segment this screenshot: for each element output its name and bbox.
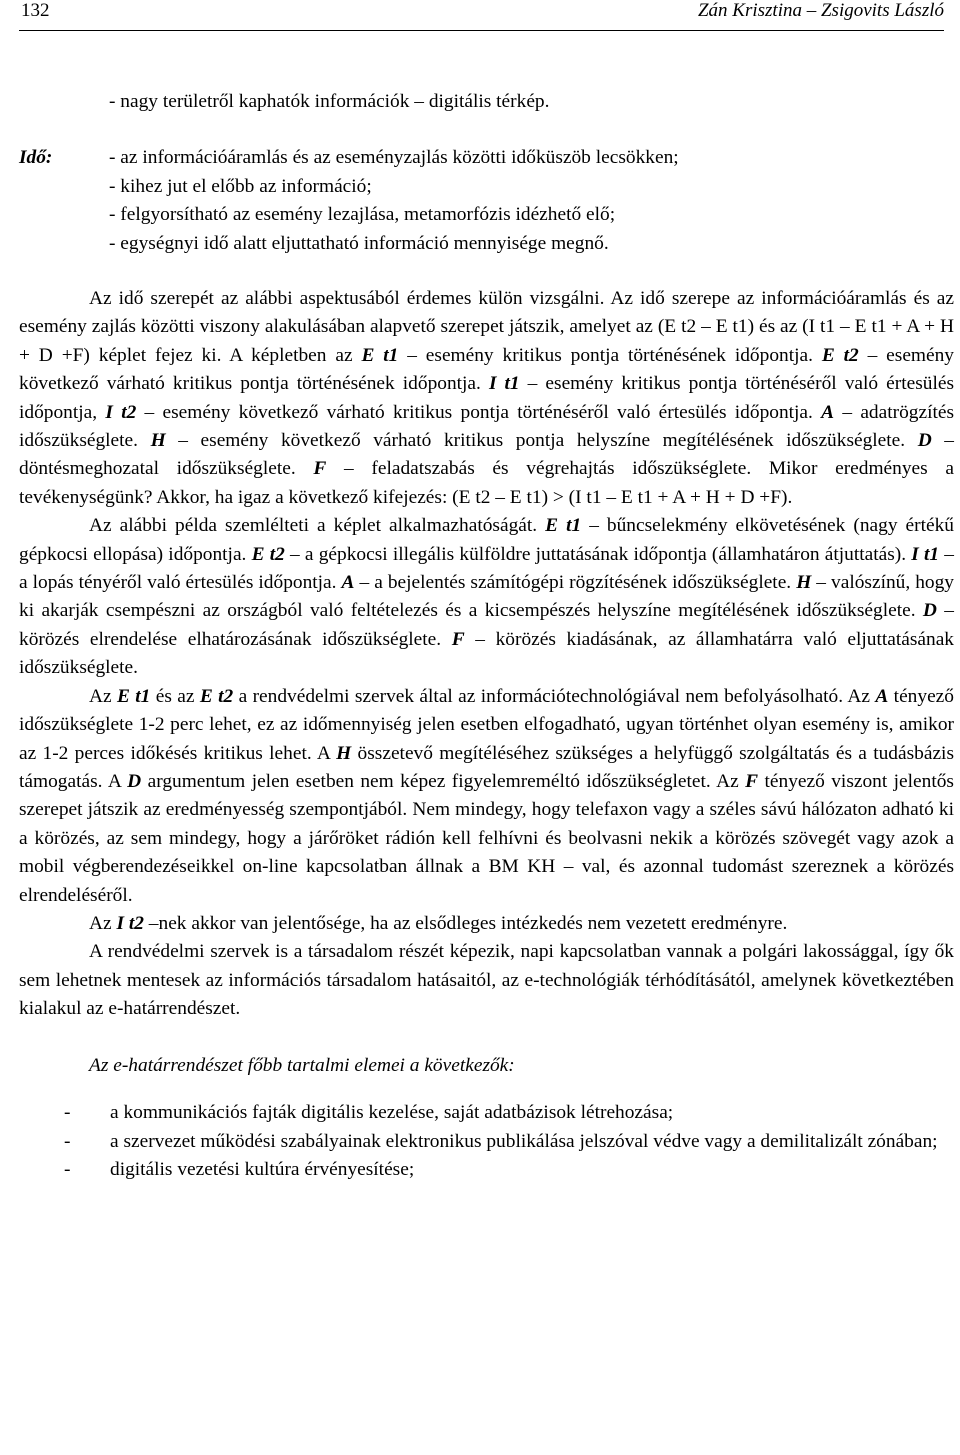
ido-section: [19, 144, 954, 258]
term-symbol: H: [336, 742, 352, 764]
text-run: – esemény kritikus pontja történéséről való értesülés időpontja,: [19, 373, 954, 423]
text-run: – a lopás tényéről való értesülés időpontja.: [19, 543, 954, 594]
text-run: –nek akkor van jelentősége, ha az elsődleges intézkedés nem vezetett eredményre.: [143, 912, 788, 934]
page-body: [19, 88, 954, 1185]
text-run: – esemény következő várható kritikus pontja történéséről való értesülés időpontja.: [136, 401, 822, 423]
term-symbol: A: [341, 572, 355, 594]
text-run: – döntésmeghozatal időszükséglete.: [19, 430, 954, 480]
ido-item: - az információáramlás és az eseményzajlás közötti időküszöb lecsökken;: [109, 147, 679, 169]
term-symbol: E t1: [361, 344, 399, 366]
text-run: Az: [89, 912, 117, 934]
text-run: – esemény következő várható kritikus pontja helyszíne megítélésének időszükséglete.: [165, 430, 918, 452]
list-item: [19, 1128, 954, 1156]
list-item: [19, 1099, 954, 1127]
term-symbol: E t2: [199, 685, 234, 707]
term-symbol: H: [150, 430, 166, 452]
intro-line: - nagy területről kaphatók információk – digitális térkép.: [109, 91, 550, 112]
text-run: – körözés kiadásának, az államhatárra való eljuttatásának időszükséglete.: [19, 628, 955, 679]
text-run: A rendvédelmi szervek is a társadalom részét képezik, napi kapcsolatban vannak a polgári lakossággal, így ők sem lehetnek mentesek az információs társadalom hatásaitól, az e-technológiák térhódításától, amelynek következtében kialakul az e-határrendészet.: [19, 941, 954, 1020]
paragraph-example: [19, 512, 954, 682]
term-symbol: I t2: [105, 401, 137, 423]
list-item-text: a szervezet működési szabályainak elektronikus publikálása jelszóval védve vagy a demilitalizált zónában;: [110, 1130, 938, 1152]
term-symbol: I t1: [488, 373, 520, 395]
term-symbol: F: [313, 458, 327, 480]
text-run: Az: [89, 685, 117, 707]
text-run: tényező viszont jelentős szerepet játszik az eredményesség szempontjából. Nem mindegy, hogy telefaxon vagy a széles sávú hálózaton adható ki a körözés, az sem mindegy, hogy a járőröket rádión kell felhívni és beolvasni nekik a körözés szövegét vagy azok a mobil végberendezéseikkel on-line kapcsolatban állnak a BM KH – val, és azonnal tudomást szereznek a körözés elrendeléséről.: [19, 770, 954, 906]
page-header: [19, 0, 944, 31]
term-symbol: E t2: [821, 344, 859, 366]
paragraph-formula: [19, 285, 954, 512]
term-symbol: E t1: [116, 685, 151, 707]
body-paragraphs: [19, 285, 954, 1024]
term-symbol: D: [917, 430, 932, 452]
paragraph-factors: [19, 683, 954, 910]
term-symbol: A: [821, 401, 835, 423]
text-run: Az alábbi példa szemlélteti a képlet alkalmazhatóságát.: [89, 515, 546, 537]
text-run: Az idő szerepét az alábbi aspektusából érdemes külön vizsgálni. Az idő szerepe az információáramlás és az esemény zajlás közötti viszony alakulásában alapvető szerepet játszik, amelyet az (E t2 – E t1) és az (I t1 – E t1 + A + H + D +F) képlet fejez ki. A képletben az: [19, 288, 954, 366]
text-run: – esemény kritikus pontja történésének időpontja.: [398, 344, 822, 366]
term-symbol: A: [875, 685, 889, 707]
text-run: – esemény következő várható kritikus pontja történésének időpontja.: [19, 344, 955, 395]
term-symbol: E t2: [251, 543, 285, 565]
text-run: tényező időszükséglete 1-2 perc lehet, ez az időmennyiség jelen esetben elfogadható, ugyan történhet olyan esemény is, amikor az 1-2 perces időkésés kritikus lehet. A: [19, 685, 954, 764]
text-run: – valószínű, hogy ki akarják csempészni az országból való feltételezés és a kicsempészés helyszíne megítélésének időszükséglete.: [19, 572, 954, 622]
list-dash: -: [64, 1102, 71, 1124]
term-symbol: D: [922, 600, 937, 622]
ido-item: - kihez jut el előbb az információ;: [109, 175, 372, 197]
running-title: Zán Krisztina – Zsigovits László: [697, 0, 944, 21]
text-run: és az: [150, 685, 200, 707]
term-symbol: I t1: [911, 543, 940, 565]
text-run: a rendvédelmi szervek által az információtechnológiával nem befolyásolható. Az: [233, 685, 876, 707]
list-dash: -: [64, 1130, 71, 1152]
ido-item: - egységnyi idő alatt eljuttatható információ mennyisége megnő.: [109, 232, 609, 254]
text-run: összetevő megítéléséhez szükséges a helyfüggő szolgáltatás és a tudásbázis támogatás. A: [19, 742, 954, 792]
ido-label: Idő:: [19, 147, 53, 169]
term-symbol: F: [451, 628, 465, 650]
text-run: – bűncselekmény elkövetésének (nagy értékű gépkocsi ellopása) időpontja.: [19, 515, 954, 565]
term-symbol: H: [796, 572, 812, 594]
list-item-text: a kommunikációs fajták digitális kezelése, saját adatbázisok létrehozása;: [110, 1102, 674, 1124]
paragraph-it2: [19, 910, 954, 938]
content-elements-list: [19, 1099, 954, 1184]
text-run: – a bejelentés számítógépi rögzítésének időszükséglete.: [354, 572, 797, 594]
text-run: – adatrögzítés időszükséglete.: [19, 401, 955, 452]
text-run: – körözés elrendelése elhatározásának időszükséglete.: [19, 600, 955, 650]
list-item: [19, 1156, 954, 1184]
list-dash: -: [64, 1159, 71, 1181]
text-run: – feladatszabás és végrehajtás időszükséglete. Mikor eredményes a tevékenységünk? Akkor, ha igaz a következő kifejezés: (E t2 – E t1) > (I t1 – E t1 + A + H + D +F).: [19, 458, 954, 508]
term-symbol: I t2: [116, 912, 144, 934]
paragraph-e-border: [19, 938, 954, 1023]
text-run: argumentum jelen esetben nem képez figyelemreméltó időszükségletet. Az: [141, 770, 746, 792]
list-item-text: digitális vezetési kultúra érvényesítése;: [110, 1159, 415, 1181]
term-symbol: F: [745, 770, 759, 792]
ido-row-0: [19, 144, 954, 172]
page-number: 132: [21, 0, 50, 21]
section-heading: Az e-határrendészet főbb tartalmi elemei a következők:: [89, 1054, 515, 1076]
text-run: – a gépkocsi illegális külföldre juttatásának időpontja (államhatáron átjuttatás).: [284, 543, 912, 565]
ido-item: - felgyorsítható az esemény lezajlása, metamorfózis idézhető elő;: [109, 204, 616, 226]
term-symbol: E t1: [545, 515, 582, 537]
term-symbol: D: [127, 770, 142, 792]
